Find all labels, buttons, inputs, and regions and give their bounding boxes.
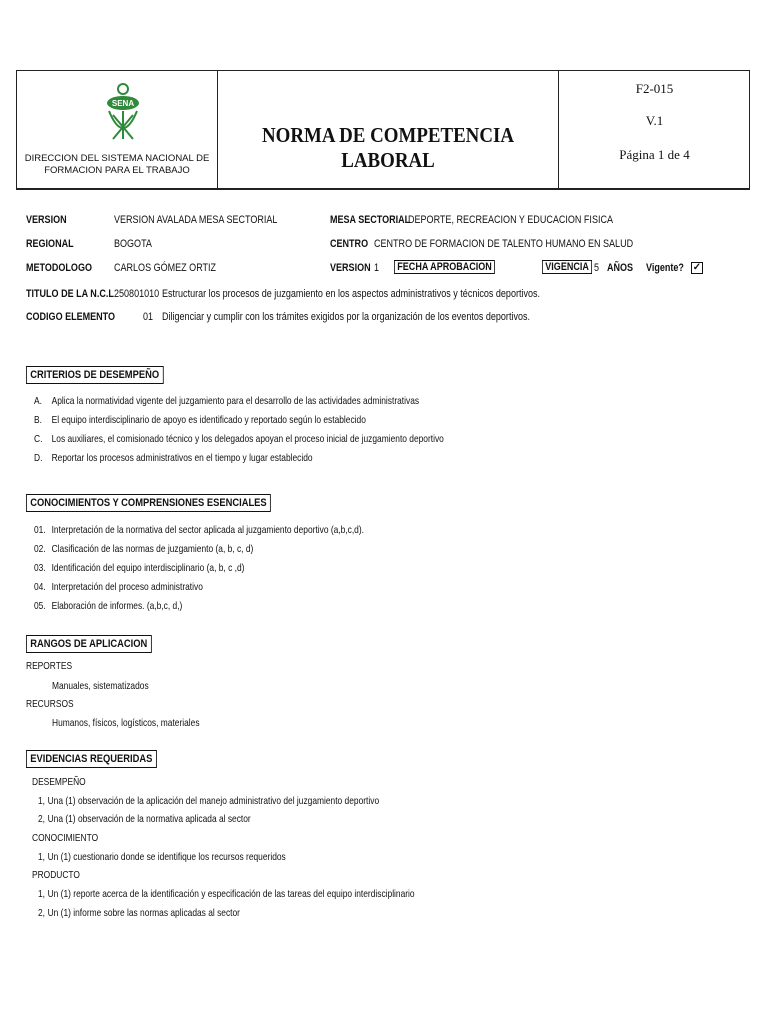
codigo-code: 01: [143, 311, 154, 323]
vigencia-label: VIGENCIA: [542, 260, 592, 274]
mesa-label: MESA SECTORIAL: [330, 214, 411, 226]
document-version: V.1: [645, 113, 664, 128]
conocimientos-heading: CONOCIMIENTOS Y COMPRENSIONES ESENCIALES: [26, 494, 271, 512]
header-meta-cell: [559, 71, 750, 188]
conocimiento-label: CONOCIMIENTO: [32, 832, 99, 844]
titulo-label: TITULO DE LA N.C.L: [26, 288, 114, 300]
vigente-label: Vigente?: [646, 262, 684, 274]
metodologo-value: CARLOS GÓMEZ ORTIZ: [114, 262, 217, 274]
list-item: 1, Una (1) observación de la aplicación del manejo administrativo del juzgamiento deportivo: [38, 795, 380, 807]
list-item: 04. Interpretación del proceso administrativo: [34, 581, 203, 593]
vigente-checkbox[interactable]: ✓: [692, 262, 702, 273]
criterios-heading: CRITERIOS DE DESEMPEÑO: [26, 366, 163, 384]
version2-label: VERSION: [330, 262, 371, 274]
list-item: 1, Un (1) cuestionario donde se identifique los recursos requeridos: [38, 851, 286, 863]
list-item: 2, Un (1) informe sobre las normas aplicadas al sector: [38, 907, 240, 919]
header-title-cell: [218, 71, 559, 188]
list-item: B. El equipo interdisciplinario de apoyo es identificado y reportado según lo establecido: [34, 414, 366, 426]
list-item: 03. Identificación del equipo interdisciplinario (a, b, c ,d): [34, 562, 245, 574]
list-item: A. Aplica la normatividad vigente del juzgamiento para el desarrollo de las actividades administrativas: [34, 395, 420, 407]
recursos-label: RECURSOS: [26, 698, 74, 710]
entity-name: DIRECCION DEL SISTEMA NACIONAL DE FORMACION PARA EL TRABAJO: [24, 153, 210, 176]
producto-label: PRODUCTO: [32, 869, 80, 881]
logo-text: SENA: [111, 99, 135, 108]
list-item: D. Reportar los procesos administrativos en el tiempo y lugar establecido: [34, 452, 313, 464]
fecha-aprobacion-label: FECHA APROBACION: [394, 260, 495, 274]
version-value: VERSION AVALADA MESA SECTORIAL: [114, 214, 278, 226]
reportes-label: REPORTES: [26, 660, 73, 672]
recursos-value: Humanos, físicos, logísticos, materiales: [52, 717, 200, 729]
vigencia-value: 5: [594, 262, 600, 274]
codigo-label: CODIGO ELEMENTO: [26, 311, 116, 323]
document-code: F2-015: [635, 81, 674, 96]
codigo-value: Diligenciar y cumplir con los trámites exigidos por la organización de los eventos deportivos.: [162, 311, 531, 323]
titulo-value: Estructurar los procesos de juzgamiento en los aspectos administrativos y técnicos deportivos.: [162, 288, 541, 300]
version2-value: 1: [374, 262, 380, 274]
metodologo-label: METODOLOGO: [26, 262, 92, 274]
mesa-value: DEPORTE, RECREACION Y EDUCACION FISICA: [408, 214, 613, 226]
version-label: VERSION: [26, 214, 67, 226]
rangos-heading: RANGOS DE APLICACION: [26, 635, 152, 653]
regional-value: BOGOTA: [114, 238, 152, 250]
desempeno-label: DESEMPEÑO: [32, 776, 86, 788]
list-item: 02. Clasificación de las normas de juzgamiento (a, b, c, d): [34, 543, 254, 555]
list-item: 2, Una (1) observación de la normativa aplicada al sector: [38, 813, 251, 825]
centro-label: CENTRO: [330, 238, 369, 250]
header-entity-cell: [17, 71, 218, 188]
anos-label: AÑOS: [607, 262, 634, 274]
evidencias-heading: EVIDENCIAS REQUERIDAS: [26, 750, 157, 768]
titulo-code: 250801010: [114, 288, 160, 300]
page-number: Página 1 de 4: [619, 147, 690, 162]
document-header: [16, 70, 750, 190]
list-item: 01. Interpretación de la normativa del sector aplicada al juzgamiento deportivo (a,b,c,d).: [34, 524, 364, 536]
regional-label: REGIONAL: [26, 238, 74, 250]
centro-value: CENTRO DE FORMACION DE TALENTO HUMANO EN SALUD: [374, 238, 634, 250]
reportes-value: Manuales, sistematizados: [52, 680, 149, 692]
list-item: C. Los auxiliares, el comisionado técnico y los delegados apoyan el proceso inicial de juzgamiento deportivo: [34, 433, 444, 445]
sena-logo: [103, 81, 143, 145]
document-title: NORMA DE COMPETENCIA LABORAL: [261, 123, 514, 172]
list-item: 05. Elaboración de informes. (a,b,c, d,): [34, 600, 183, 612]
list-item: 1, Un (1) reporte acerca de la identificación y especificación de las tareas del equipo interdisciplinario: [38, 888, 415, 900]
